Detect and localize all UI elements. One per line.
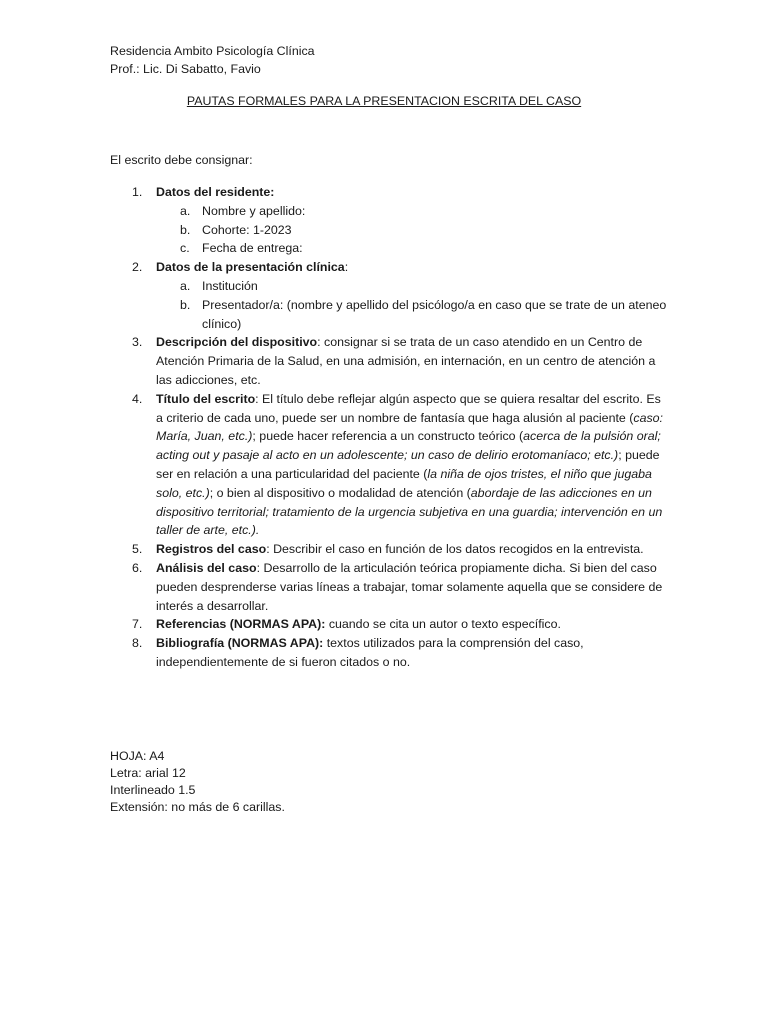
footer-font: Letra: arial 12 xyxy=(110,766,186,780)
item-heading: Descripción del dispositivo xyxy=(156,335,318,350)
sub-item xyxy=(156,221,670,240)
item-heading: Datos de la presentación clínica xyxy=(156,260,345,275)
item-heading: Datos del residente: xyxy=(156,185,275,199)
sub-letter: a. xyxy=(180,278,191,293)
item-number: 8. xyxy=(132,636,143,651)
item-number: 7. xyxy=(132,617,143,632)
sub-text: Nombre y apellido: xyxy=(202,203,306,218)
item-number: 4. xyxy=(132,391,143,406)
list-item xyxy=(110,333,670,389)
item-text: ; puede ser en relación a una particularidad del paciente ( xyxy=(156,448,660,481)
item-heading: Referencias (NORMAS APA): xyxy=(156,617,326,632)
item-text: : consignar si se trata de un caso atendido en un Centro de Atención Primaria de la Salud, en una admisión, en internación, en un centro de atención a las adicciones, etc. xyxy=(156,335,656,387)
item-text: cuando se cita un autor o texto específico. xyxy=(325,617,561,632)
list-item xyxy=(110,634,670,672)
sub-text: Presentador/a: (nombre y apellido del psicólogo/a en caso que se trate de un ateneo clínico) xyxy=(202,297,667,331)
sub-list xyxy=(156,277,670,333)
list-item xyxy=(110,559,670,615)
item-text: textos utilizados para la comprensión del caso, independientemente de si fueron citados o no. xyxy=(156,636,584,669)
italic-example: abordaje de las adicciones en un dispositivo territorial; tratamiento de la urgencia subjetiva en una guardia; intervención en un taller de arte, etc.). xyxy=(156,485,663,538)
item-number: 6. xyxy=(132,560,143,575)
italic-example: la niña de ojos tristes, el niño que jugaba solo, etc.) xyxy=(156,466,652,500)
sub-letter: a. xyxy=(180,203,191,218)
footer-sheet: HOJA: A4 xyxy=(110,749,165,763)
item-heading: Título del escrito xyxy=(156,391,256,406)
item-text: : Desarrollo de la articulación teórica propiamente dicha. Si bien del caso pueden desprenderse varias líneas a trabajar, tomar solamente aquella que se considere de interés a desarrollar. xyxy=(156,560,663,613)
sub-item xyxy=(156,202,670,221)
sub-text: Fecha de entrega: xyxy=(202,241,303,256)
requirements-list xyxy=(110,183,670,672)
item-number: 5. xyxy=(132,542,143,557)
sub-text: Cohorte: 1-2023 xyxy=(202,222,292,237)
sub-letter: c. xyxy=(180,241,190,256)
item-number: 2. xyxy=(132,260,143,275)
item-text: ; puede hacer referencia a un constructo teórico ( xyxy=(252,429,524,444)
italic-example: acerca de la pulsión oral; acting out y pasaje al acto en un adolescente; un caso de delirio erotomaníaco; etc.) xyxy=(156,429,661,463)
footer-length: Extensión: no más de 6 carillas. xyxy=(110,800,285,814)
list-item xyxy=(110,540,670,559)
item-heading: Análisis del caso xyxy=(156,560,257,575)
sub-list xyxy=(156,202,670,258)
list-item xyxy=(110,390,670,540)
sub-item xyxy=(156,296,670,334)
item-heading: Bibliografía (NORMAS APA): xyxy=(156,636,324,651)
italic-example: caso: María, Juan, etc.) xyxy=(156,410,663,444)
item-text: : xyxy=(344,260,349,275)
item-text: ; o bien al dispositivo o modalidad de atención ( xyxy=(209,485,471,500)
header-professor: Prof.: Lic. Di Sabatto, Favio xyxy=(110,62,261,76)
sub-item xyxy=(156,239,670,258)
item-number: 1. xyxy=(132,185,143,199)
item-text: : El título debe reflejar algún aspecto que se quiera resaltar del escrito. Es a criterio de cada uno, puede ser un nombre de fantasía que haga alusión al paciente ( xyxy=(156,391,661,425)
item-number: 3. xyxy=(132,335,143,350)
list-item xyxy=(110,183,670,258)
item-text: : Describir el caso en función de los datos recogidos en la entrevista. xyxy=(266,542,644,557)
sub-item xyxy=(156,277,670,296)
sub-letter: b. xyxy=(180,222,191,237)
document-title: PAUTAS FORMALES PARA LA PRESENTACION ESCRITA DEL CASO xyxy=(186,94,582,108)
intro-text: El escrito debe consignar: xyxy=(110,153,253,167)
item-heading: Registros del caso xyxy=(156,542,267,557)
list-item xyxy=(110,615,670,634)
sub-letter: b. xyxy=(180,297,191,312)
list-item xyxy=(110,258,670,333)
header-residency: Residencia Ambito Psicología Clínica xyxy=(110,44,315,58)
footer-spacing: Interlineado 1.5 xyxy=(110,783,196,797)
sub-text: Institución xyxy=(202,278,258,293)
